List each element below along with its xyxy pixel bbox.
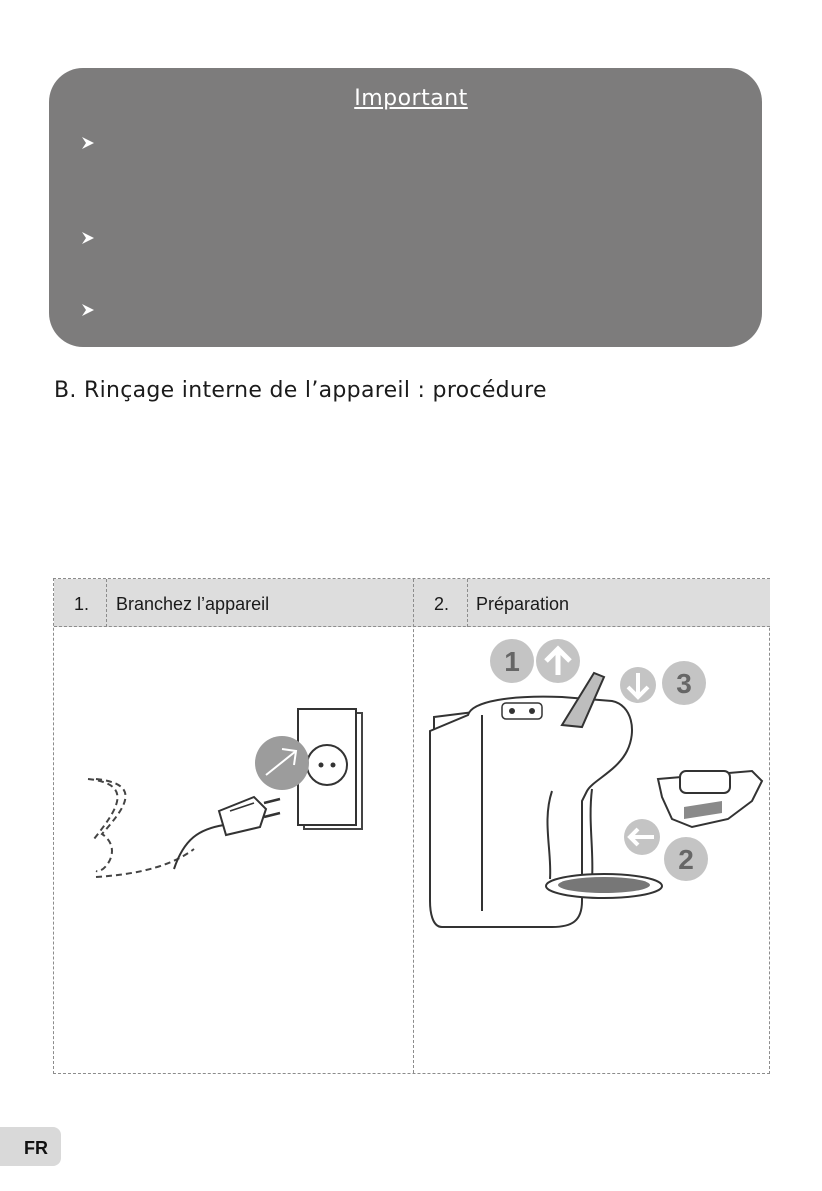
language-label: FR (24, 1138, 48, 1158)
bullet-arrow-icon (80, 230, 96, 246)
plug-socket-illustration (84, 699, 384, 889)
steps-table (53, 578, 770, 1074)
step-number-2: 2. (434, 594, 450, 614)
step-label-1: Branchez l’appareil (116, 594, 270, 614)
bullet-arrow-icon (80, 135, 96, 151)
step-number-1: 1. (74, 594, 90, 614)
section-title: B. Rinçage interne de l’appareil : procédure (54, 378, 547, 403)
divider (413, 579, 414, 1073)
callout-2-number: 2 (678, 844, 694, 875)
step-label-2: Préparation (476, 594, 570, 614)
coffee-machine-illustration (422, 631, 768, 961)
callout-1-number: 1 (504, 646, 520, 677)
divider (467, 579, 468, 627)
callout-3-number: 3 (676, 668, 692, 699)
bullet-arrow-icon (80, 302, 96, 318)
important-title: Important (354, 86, 468, 111)
divider (106, 579, 107, 627)
